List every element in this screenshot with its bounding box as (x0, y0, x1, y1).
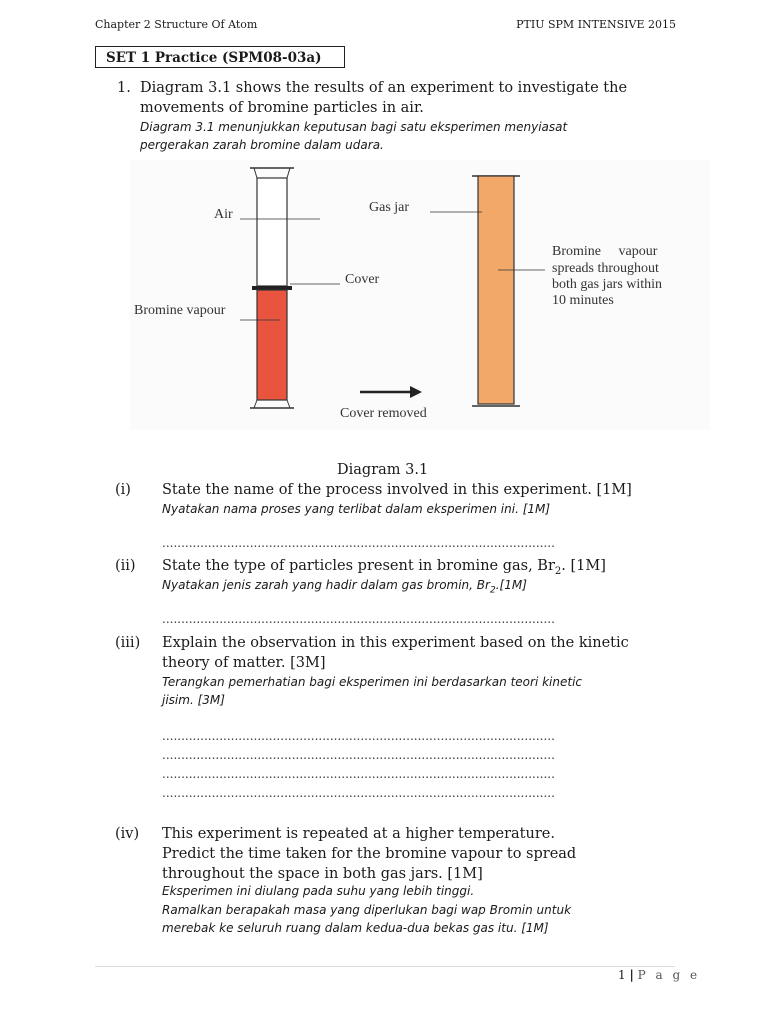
q1-malay2: pergerakan zarah bromine dalam udara. (140, 138, 384, 152)
result-line2: spreads throughout (552, 261, 659, 276)
part-iv-line3: throughout the space in both gas jars. [1M] (162, 866, 483, 882)
diagram-caption: Diagram 3.1 (337, 462, 429, 478)
result-line4: 10 minutes (552, 293, 614, 308)
footer-divider (95, 966, 675, 967)
label-bromine-vapour: Bromine vapour (134, 303, 226, 318)
q1-line2: movements of bromine particles in air. (140, 100, 424, 116)
header-course: PTIU SPM INTENSIVE 2015 (516, 18, 676, 31)
part-iv-malay1: Eksperimen ini diulang pada suhu yang lebih tinggi. (162, 884, 475, 898)
diagram-3-1 (130, 160, 710, 430)
result-line3: both gas jars within (552, 277, 663, 292)
part-iii-answer-line-2[interactable]: ....................................................................................................... (162, 748, 555, 762)
label-cover-removed: Cover removed (340, 406, 427, 421)
part-iii-answer-line-3[interactable]: ....................................................................................................... (162, 767, 555, 781)
part-ii-malay: Nyatakan jenis zarah yang hadir dalam gas bromin, $Br_2.[1M]$ (162, 578, 527, 596)
q1-line1: Diagram 3.1 shows the results of an experiment to investigate the (140, 80, 628, 96)
label-gas-jar: Gas jar (369, 200, 410, 215)
right-gas-jars-mixed (472, 176, 520, 406)
part-i-answer-line[interactable]: ....................................................................................................... (162, 536, 555, 550)
result-line1: Bromine vapour (552, 244, 658, 259)
part-ii-question: State the type of particles present in bromine gas, $Br_2$. [1M] (162, 558, 606, 577)
part-iii-malay1: Terangkan pemerhatian bagi eksperimen ini berdasarkan teori kinetic (162, 675, 582, 689)
part-iv-label: (iv) (115, 826, 140, 842)
page-footer: 1 | P a g e (618, 968, 701, 982)
part-iv-line2: Predict the time taken for the bromine vapour to spread (162, 846, 577, 862)
part-iv-line1: This experiment is repeated at a higher temperature. (162, 826, 555, 842)
part-iii-line2: theory of matter. [3M] (162, 655, 326, 671)
part-ii-label: (ii) (115, 558, 136, 574)
set-title: SET 1 Practice (SPM08-03a) (95, 46, 345, 68)
part-i-question: State the name of the process involved in this experiment. [1M] (162, 482, 632, 498)
part-i-malay: Nyatakan nama proses yang terlibat dalam eksperimen ini. [1M] (162, 502, 551, 516)
part-iv-malay2: Ramalkan berapakah masa yang diperlukan bagi wap Bromin untuk (162, 903, 572, 917)
part-i-label: (i) (115, 482, 131, 498)
part-iv-malay3: merebak ke seluruh ruang dalam kedua-dua bekas gas itu. [1M] (162, 921, 549, 935)
part-iii-answer-line-4[interactable]: ....................................................................................................... (162, 786, 555, 800)
q1-number: 1. (117, 80, 131, 96)
left-gas-jar-bromine (250, 290, 294, 408)
part-iii-malay2: jisim. [3M] (162, 693, 225, 707)
q1-malay1: Diagram 3.1 menunjukkan keputusan bagi satu eksperimen menyiasat (140, 120, 568, 134)
part-iii-line1: Explain the observation in this experiment based on the kinetic (162, 635, 629, 651)
label-cover: Cover (345, 272, 380, 287)
cover-plate (252, 286, 292, 290)
part-iii-answer-line-1[interactable]: ....................................................................................................... (162, 729, 555, 743)
part-ii-answer-line[interactable]: ....................................................................................................... (162, 612, 555, 626)
part-iii-label: (iii) (115, 635, 141, 651)
header-chapter: Chapter 2 Structure Of Atom (95, 18, 258, 31)
left-gas-jar-air (250, 168, 294, 286)
label-air: Air (214, 207, 233, 222)
